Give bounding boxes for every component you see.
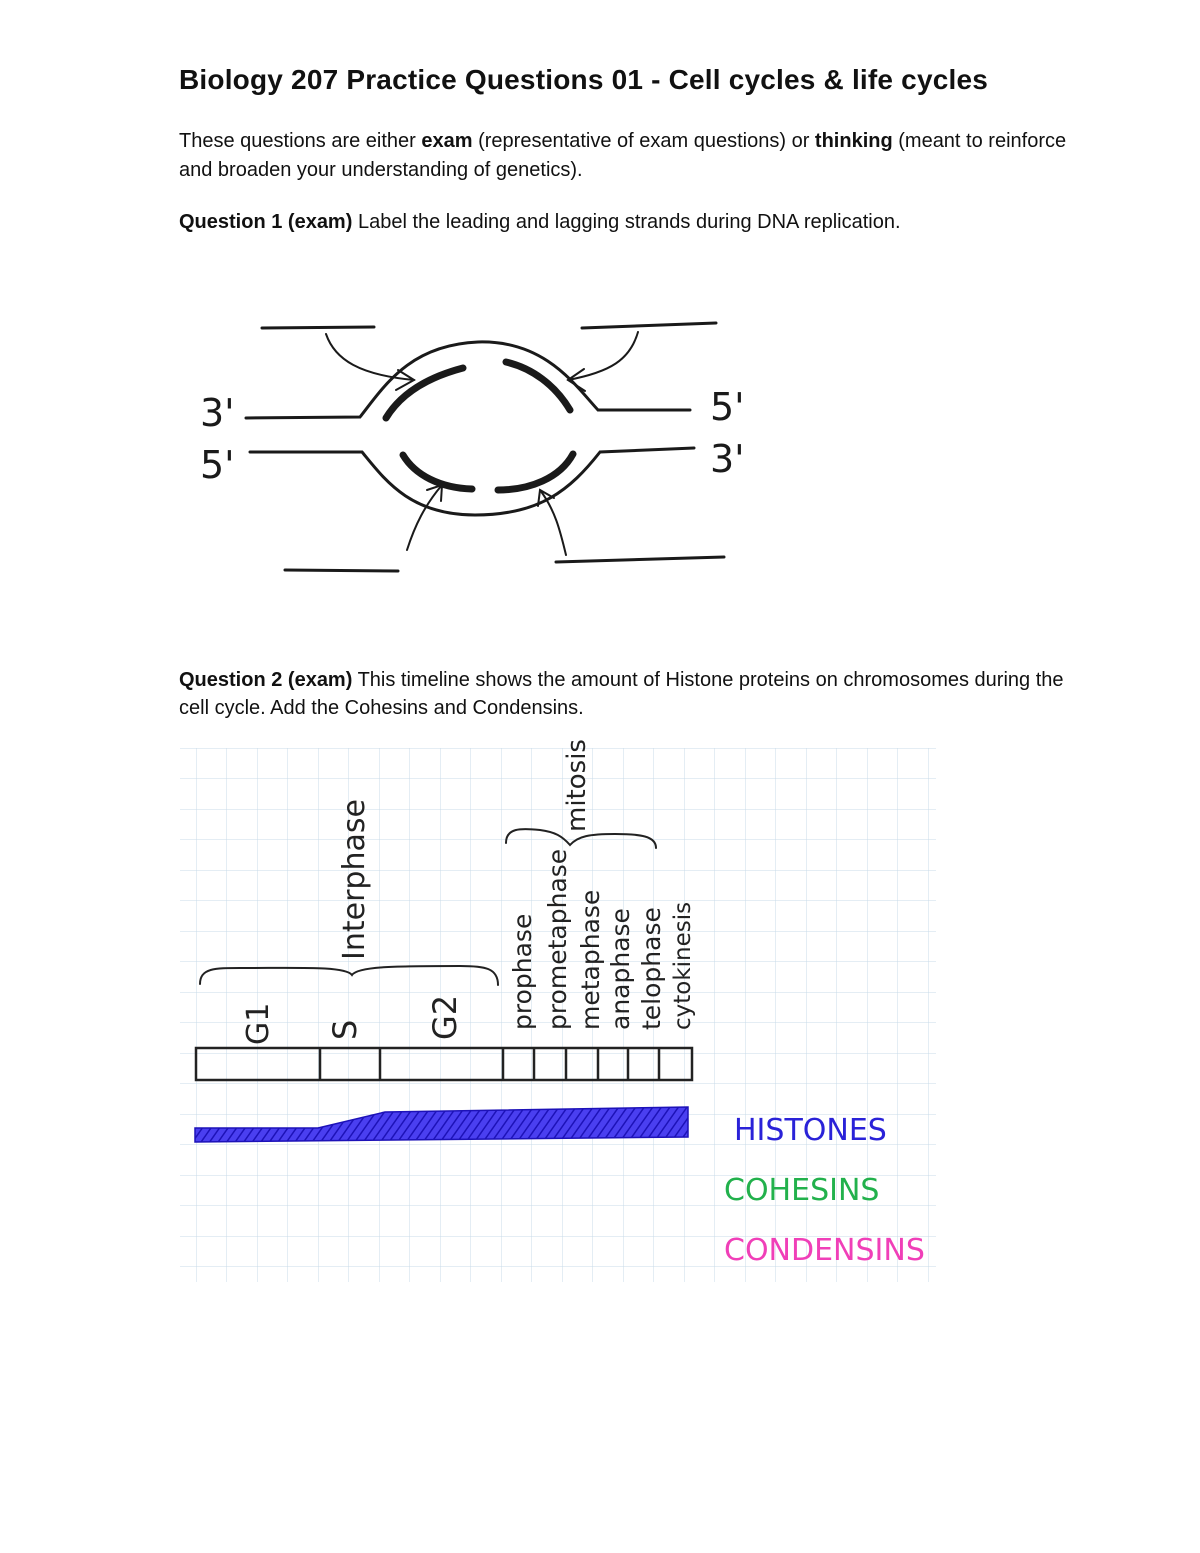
question-2-label: Question 2 (exam) [179,669,353,691]
new-strand-top-left [386,368,463,418]
label-anaphase: anaphase [606,908,635,1030]
intro-text-3: (meant to reinforce and broaden your understanding of genetics). [179,130,1067,181]
label-right-bottom-end: 3' [710,437,745,481]
arrow-bottom-right [538,490,566,555]
label-right-top-end: 5' [710,385,745,429]
arrow-top-left [326,334,414,390]
answer-line-top-left [262,327,374,328]
label-interphase: Interphase [337,799,372,960]
label-prophase: prophase [508,913,537,1030]
answer-line-bottom-left [285,570,398,571]
label-cytokinesis: cytokinesis [670,901,696,1030]
answer-line-bottom-right [556,557,724,562]
replication-diagram [246,323,724,571]
template-strand-bottom [250,448,694,515]
intro-text-2: (representative of exam questions) or [472,130,815,152]
arrow-bottom-left [407,485,442,550]
label-g1: G1 [241,1002,276,1045]
strand-end-labels [200,385,745,487]
page-title: Biology 207 Practice Questions 01 - Cell cycles & life cycles [179,64,989,95]
label-mitosis: mitosis [562,739,592,832]
label-g2: G2 [426,994,464,1040]
arrow-top-right [568,332,638,391]
label-left-top-end: 3' [200,391,235,435]
question-1-text: Label the leading and lagging strands during DNA replication. [352,211,901,233]
legend-cohesins: COHESINS [724,1173,880,1208]
legend-condensins: CONDENSINS [724,1233,925,1268]
template-strand-top [246,342,690,418]
question-1-label: Question 1 (exam) [179,211,353,233]
new-strand-bottom-left [403,455,472,489]
intro-text-1: These questions are either [179,130,422,152]
label-s: S [326,1019,364,1040]
label-left-bottom-end: 5' [200,443,235,487]
new-strand-bottom-right [498,454,573,490]
label-metaphase: metaphase [576,889,605,1030]
legend-histones: HISTONES [734,1113,887,1148]
intro-exam-word: exam [421,130,473,152]
question-2-text: This timeline shows the amount of Histone proteins on chromosomes during the cell cycle. Add the Cohesins and Condensins. [179,669,1064,719]
label-prometaphase: prometaphase [543,848,572,1030]
intro-thinking-word: thinking [814,130,893,152]
label-telophase: telophase [637,907,666,1030]
answer-line-top-right [582,323,716,328]
